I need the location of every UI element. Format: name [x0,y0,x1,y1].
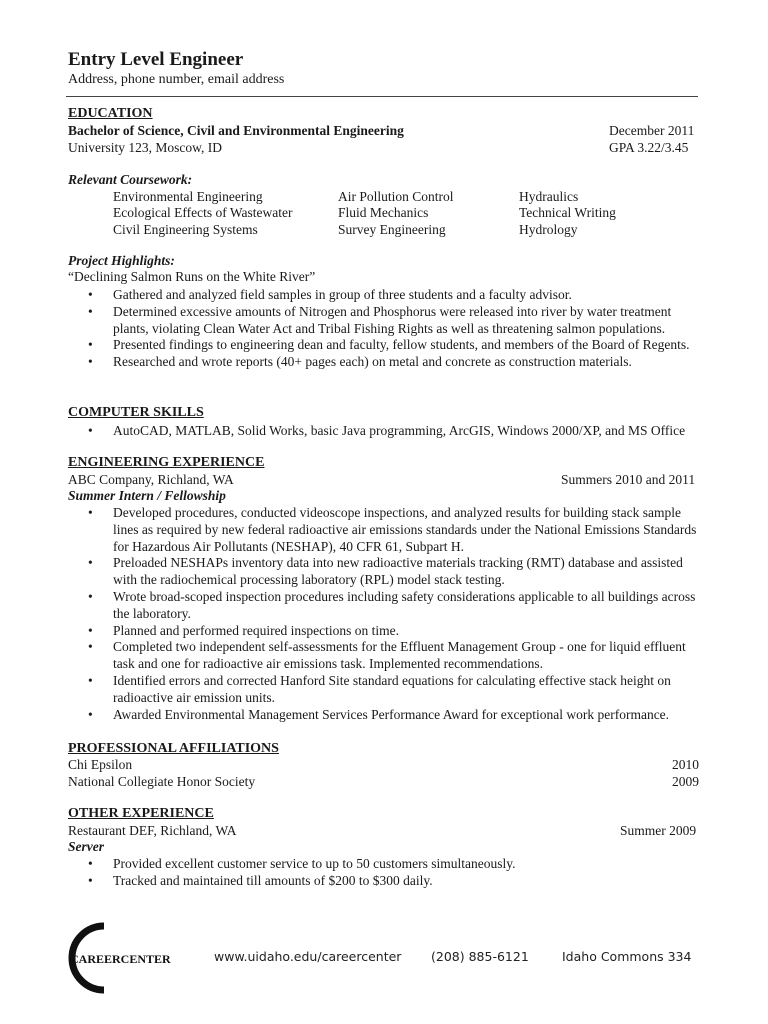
affiliation-name: Chi Epsilon [68,757,133,772]
footer-location: Idaho Commons 334 [562,949,692,964]
list-item: • Gathered and analyzed field samples in group of three students and a faculty advisor. [86,287,706,304]
employment-dates: Summers 2010 and 2011 [561,472,696,487]
course: Environmental Engineering [113,189,263,204]
affiliation-year: 2010 [672,757,699,772]
coursework-label: Relevant Coursework: [68,172,193,187]
list-item: • Provided excellent customer service to up to 50 customers simultaneously. [86,856,706,873]
degree: Bachelor of Science, Civil and Environmental Engineering [68,123,404,138]
degree-date: December 2011 [609,123,695,138]
engineering-bullets [86,505,706,723]
other-experience-heading: OTHER EXPERIENCE [68,806,214,821]
affiliation-name: National Collegiate Honor Society [68,774,256,789]
course: Survey Engineering [338,222,446,237]
company: Restaurant DEF, Richland, WA [68,823,237,838]
affiliation-year: 2009 [672,774,699,789]
project-title: “Declining Salmon Runs on the White River” [68,269,316,284]
list-item: • Researched and wrote reports (40+ pages each) on metal and concrete as construction materials. [86,354,706,371]
list-item: • AutoCAD, MATLAB, Solid Works, basic Java programming, ArcGIS, Windows 2000/XP, and MS Office [86,423,706,440]
computer-skills-heading: COMPUTER SKILLS [68,405,204,420]
course: Ecological Effects of Wastewater [113,205,293,220]
list-item: • Presented findings to engineering dean and faculty, fellow students, and members of the Board of Regents. [86,337,706,354]
list-item: • Tracked and maintained till amounts of $200 to $300 daily. [86,873,706,890]
list-item: • Wrote broad-scoped inspection procedures including safety considerations applicable to all buildings across the laboratory. [86,589,706,623]
course: Technical Writing [519,205,616,220]
logo-text: CAREERCENTER [70,952,171,966]
engineering-experience-heading: ENGINEERING EXPERIENCE [68,455,265,470]
gpa: GPA 3.22/3.45 [609,140,689,155]
school: University 123, Moscow, ID [68,140,222,155]
resume-name: Entry Level Engineer [68,49,244,70]
list-item: • Identified errors and corrected Hanford Site standard equations for calculating effective stack height on radioactive air emission units. [86,673,706,707]
course: Hydrology [519,222,578,237]
list-item: • Preloaded NESHAPs inventory data into new radioactive materials tracking (RMT) database and assisted with the radiochemical processing laboratory (RPL) model stack testing. [86,555,706,589]
footer-phone: (208) 885-6121 [431,949,529,964]
job-title: Summer Intern / Fellowship [68,488,226,503]
project-label: Project Highlights: [68,253,175,268]
list-item: • Completed two independent self-assessments for the Effluent Management Group - one for liquid effluent task and one for radioactive air emissions task. Implemented recommendations. [86,639,706,673]
job-title: Server [68,839,104,854]
list-item: • Awarded Environmental Management Services Performance Award for exceptional work performance. [86,707,706,724]
career-center-logo [64,922,171,994]
header-divider [66,96,698,97]
course: Fluid Mechanics [338,205,429,220]
list-item: • Developed procedures, conducted videoscope inspections, and analyzed results for building stack sample lines as required by new federal radioactive air emissions standards under the National Emissions Standards for Hazardous Air Pollutants (NESHAP), 40 CFR 61, Subpart H. [86,505,706,555]
project-bullets [86,287,706,371]
education-heading: EDUCATION [68,106,153,121]
contact-info: Address, phone number, email address [68,72,285,87]
company: ABC Company, Richland, WA [68,472,234,487]
course: Hydraulics [519,189,579,204]
list-item: • Determined excessive amounts of Nitrogen and Phosphorus were released into river by water treatment plants, violating Clean Water Act and Tribal Fishing Rights as well as threatening salmon populations. [86,304,706,338]
affiliations-heading: PROFESSIONAL AFFILIATIONS [68,741,279,756]
employment-dates: Summer 2009 [620,823,697,838]
computer-skills-bullets [86,423,706,440]
other-bullets [86,856,706,890]
footer-website[interactable]: www.uidaho.edu/careercenter [214,949,402,964]
list-item: • Planned and performed required inspections on time. [86,623,706,640]
course: Air Pollution Control [338,189,454,204]
course: Civil Engineering Systems [113,222,258,237]
